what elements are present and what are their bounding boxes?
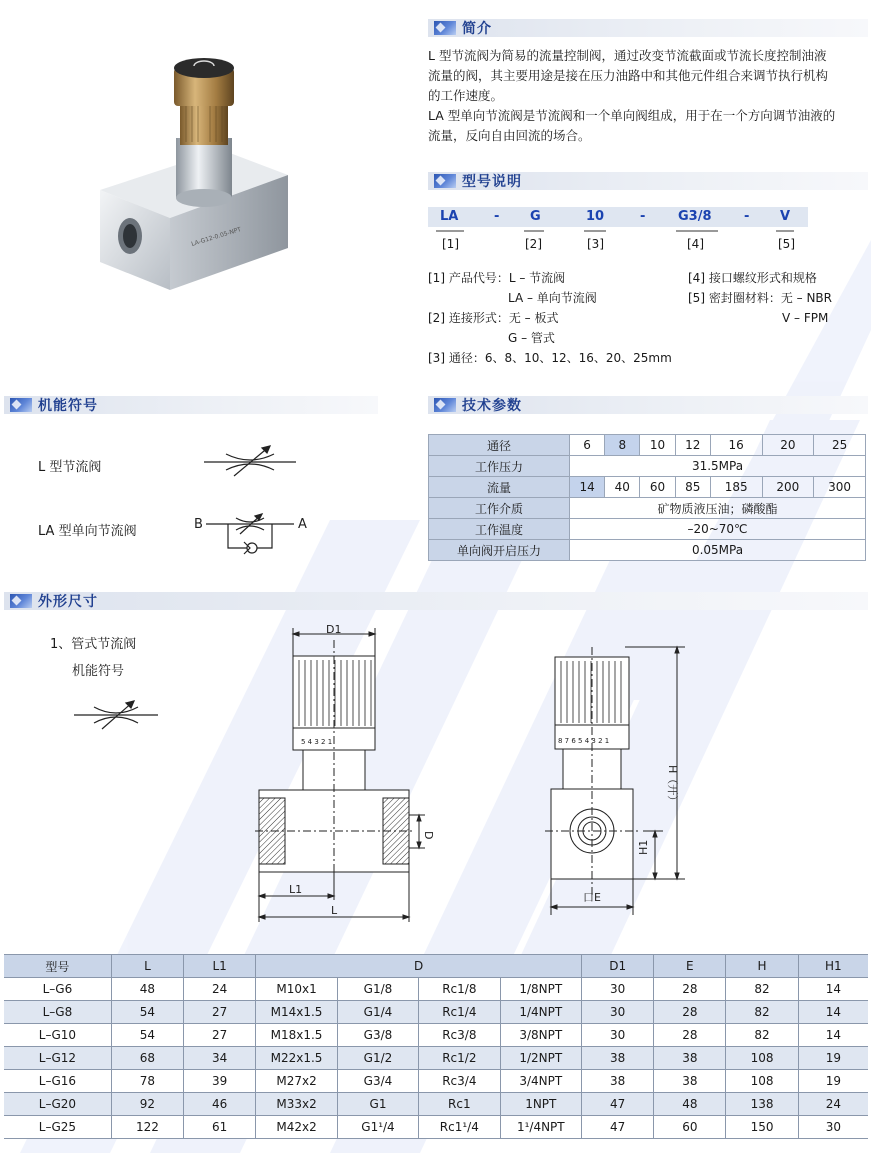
- intro-line: 的工作速度。: [428, 88, 504, 103]
- dim-header: D1: [582, 955, 654, 978]
- model-code: -: [744, 209, 750, 224]
- dim-cell: 1/2NPT: [500, 1047, 582, 1070]
- dim-cell: 24: [184, 978, 256, 1001]
- dim-cell: 3/8NPT: [500, 1024, 582, 1047]
- dimensions-title: 外形尺寸: [38, 594, 98, 610]
- dim-cell: 82: [726, 1024, 798, 1047]
- tech-row: [429, 540, 866, 561]
- model-code-bar: [428, 207, 808, 227]
- dim-row: [4, 978, 868, 1001]
- dim-cell: 47: [582, 1116, 654, 1139]
- dim-cell: M27x2: [256, 1070, 338, 1093]
- tech-header: [428, 396, 868, 414]
- model-ref: [1]: [442, 237, 459, 251]
- note-line: [4] 接口螺纹形式和规格: [688, 271, 817, 285]
- scale-left-label: 5 4 3 2 1: [301, 738, 333, 746]
- throttle-symbol-small-icon: [74, 695, 158, 735]
- dim-cell: 1NPT: [500, 1093, 582, 1116]
- intro-line: L 型节流阀为简易的流量控制阀，通过改变节流截面或节流长度控制油液: [428, 48, 827, 63]
- dim-cell: 1¹/4NPT: [500, 1116, 582, 1139]
- dim-cell: 14: [798, 1024, 868, 1047]
- l1-label: L1: [289, 883, 303, 896]
- dim-header: E: [654, 955, 726, 978]
- dim-cell: 27: [184, 1001, 256, 1024]
- dim-cell: 54: [111, 1001, 183, 1024]
- tech-row: [429, 519, 866, 540]
- dim-row: [4, 1001, 868, 1024]
- model-code: 10: [586, 209, 605, 224]
- symbols-header: [4, 396, 378, 414]
- tech-label: 工作温度: [429, 519, 570, 540]
- dim-header: H1: [798, 955, 868, 978]
- dimensions-header: [4, 592, 868, 610]
- note-line: V – FPM: [782, 311, 829, 325]
- check-throttle-symbol-icon: [192, 510, 312, 560]
- la-valve-label: LA 型单向节流阀: [38, 524, 137, 539]
- symbols-title: 机能符号: [38, 398, 98, 414]
- dim-row: [4, 1047, 868, 1070]
- model-code: LA: [440, 209, 459, 224]
- note-line: G – 管式: [508, 331, 555, 345]
- tech-cell: 0.05MPa: [570, 540, 866, 561]
- dim-cell: 82: [726, 1001, 798, 1024]
- h-label: H（开）: [666, 765, 679, 807]
- side-view-drawing: [545, 645, 695, 920]
- intro-text: [428, 46, 868, 146]
- tech-cell: 85: [675, 477, 710, 498]
- product-label: LA-G12-0.05-NPT: [190, 226, 242, 248]
- dim-cell: 38: [654, 1070, 726, 1093]
- front-view-drawing: [255, 620, 445, 930]
- tech-row: [429, 456, 866, 477]
- intro-header: [428, 19, 868, 37]
- scale-right-label: 8 7 6 5 4 3 2 1: [558, 737, 610, 745]
- dim-cell: 1/8NPT: [500, 978, 582, 1001]
- dim-cell: 38: [582, 1070, 654, 1093]
- dim-header-row: [4, 955, 868, 978]
- dim-cell: 30: [798, 1116, 868, 1139]
- tech-cell: 20: [762, 435, 814, 456]
- dim-cell: L–G16: [4, 1070, 111, 1093]
- model-title: 型号说明: [462, 174, 522, 190]
- dim-cell: 19: [798, 1047, 868, 1070]
- tech-cell: 40: [605, 477, 640, 498]
- model-ref: [5]: [778, 237, 795, 251]
- dim-cell: 122: [111, 1116, 183, 1139]
- dim-cell: M22x1.5: [256, 1047, 338, 1070]
- symbol-label: 机能符号: [72, 664, 125, 679]
- dim-cell: Rc1/2: [419, 1047, 500, 1070]
- dim-cell: 19: [798, 1070, 868, 1093]
- dim-cell: L–G25: [4, 1116, 111, 1139]
- tech-cell: 14: [570, 477, 605, 498]
- dim-cell: 108: [726, 1047, 798, 1070]
- dim-cell: 82: [726, 978, 798, 1001]
- note-line: [2] 连接形式：无 – 板式: [428, 311, 559, 325]
- dim-cell: 30: [582, 978, 654, 1001]
- dim-cell: 28: [654, 1001, 726, 1024]
- dim-cell: 1/4NPT: [500, 1001, 582, 1024]
- dim-cell: Rc3/8: [419, 1024, 500, 1047]
- tech-row: [429, 477, 866, 498]
- dim-row: [4, 1070, 868, 1093]
- e-label: 口E: [583, 891, 601, 904]
- tech-row: [429, 435, 866, 456]
- dim-cell: 39: [184, 1070, 256, 1093]
- tech-row: [429, 498, 866, 519]
- tech-cell: 12: [675, 435, 710, 456]
- dim-cell: 68: [111, 1047, 183, 1070]
- tech-cell: 10: [640, 435, 675, 456]
- dim-cell: L–G8: [4, 1001, 111, 1024]
- dim-cell: 48: [654, 1093, 726, 1116]
- section-icon: [434, 174, 456, 188]
- dim-cell: 30: [582, 1001, 654, 1024]
- model-code: V: [780, 209, 791, 224]
- dim-cell: 28: [654, 978, 726, 1001]
- dim-cell: 150: [726, 1116, 798, 1139]
- dim-cell: Rc3/4: [419, 1070, 500, 1093]
- dim-cell: 61: [184, 1116, 256, 1139]
- dim-cell: M42x2: [256, 1116, 338, 1139]
- dim-cell: 38: [582, 1047, 654, 1070]
- dim-header: 型号: [4, 955, 111, 978]
- dim-cell: 108: [726, 1070, 798, 1093]
- tech-cell: 8: [605, 435, 640, 456]
- dim-cell: 24: [798, 1093, 868, 1116]
- dim-cell: 92: [111, 1093, 183, 1116]
- tech-cell: 矿物质液压油；磷酸酯: [570, 498, 866, 519]
- dim-cell: G1/8: [337, 978, 418, 1001]
- tech-cell: 31.5MPa: [570, 456, 866, 477]
- dim-cell: M14x1.5: [256, 1001, 338, 1024]
- model-code: -: [494, 209, 500, 224]
- dim-header: D: [256, 955, 582, 978]
- dim-row: [4, 1116, 868, 1139]
- tech-cell: 60: [640, 477, 675, 498]
- note-line: [3] 通径：6、8、10、12、16、20、25mm: [428, 351, 672, 365]
- note-line: [5] 密封圈材料：无 – NBR: [688, 291, 832, 305]
- model-ref: [2]: [525, 237, 542, 251]
- tech-label: 流量: [429, 477, 570, 498]
- port-a-label: A: [298, 517, 307, 532]
- tech-cell: –20~70℃: [570, 519, 866, 540]
- intro-title: 简介: [462, 21, 492, 37]
- valve-product-photo: [92, 50, 292, 300]
- dim-cell: 27: [184, 1024, 256, 1047]
- dim-cell: 38: [654, 1047, 726, 1070]
- tech-cell: 6: [570, 435, 605, 456]
- l-label: L: [331, 904, 338, 917]
- dim-cell: L–G12: [4, 1047, 111, 1070]
- d1-label: D1: [326, 623, 342, 636]
- section-icon: [434, 21, 456, 35]
- port-b-label: B: [194, 517, 203, 532]
- tech-cell: 185: [710, 477, 762, 498]
- dim-cell: 48: [111, 978, 183, 1001]
- section-icon: [10, 398, 32, 412]
- tech-table: [428, 434, 866, 561]
- dim-cell: 46: [184, 1093, 256, 1116]
- model-code: G3/8: [678, 209, 712, 224]
- tech-label: 工作压力: [429, 456, 570, 477]
- dim-cell: Rc1: [419, 1093, 500, 1116]
- dimension-table: [4, 954, 868, 1139]
- dim-cell: 30: [582, 1024, 654, 1047]
- section-icon: [434, 398, 456, 412]
- dim-cell: 138: [726, 1093, 798, 1116]
- dim-cell: L–G6: [4, 978, 111, 1001]
- dim-cell: 54: [111, 1024, 183, 1047]
- dim-cell: L–G10: [4, 1024, 111, 1047]
- dim-cell: 28: [654, 1024, 726, 1047]
- note-line: [1] 产品代号：L – 节流阀: [428, 271, 566, 285]
- dim-cell: M33x2: [256, 1093, 338, 1116]
- dim-cell: Rc1/8: [419, 978, 500, 1001]
- dim-cell: 3/4NPT: [500, 1070, 582, 1093]
- dim-cell: L–G20: [4, 1093, 111, 1116]
- dim-cell: G1: [337, 1093, 418, 1116]
- dim-cell: 60: [654, 1116, 726, 1139]
- model-code: G: [530, 209, 541, 224]
- intro-line: LA 型单向节流阀是节流阀和一个单向阀组成，用于在一个方向调节油液的: [428, 108, 836, 123]
- d-label: D: [422, 831, 435, 840]
- dim-row: [4, 1024, 868, 1047]
- dim-cell: G3/8: [337, 1024, 418, 1047]
- model-underlines: [428, 228, 808, 234]
- dim-cell: 34: [184, 1047, 256, 1070]
- model-header: [428, 172, 868, 190]
- dim-row: [4, 1093, 868, 1116]
- dim-cell: Rc1¹/4: [419, 1116, 500, 1139]
- tech-label: 工作介质: [429, 498, 570, 519]
- model-notes-left: [428, 268, 672, 368]
- dim-header: L1: [184, 955, 256, 978]
- h1-label: H1: [637, 839, 650, 855]
- tech-cell: 25: [814, 435, 866, 456]
- model-ref: [3]: [587, 237, 604, 251]
- dim-cell: 78: [111, 1070, 183, 1093]
- model-code: -: [640, 209, 646, 224]
- note-line: LA – 单向节流阀: [508, 291, 597, 305]
- throttle-symbol-icon: [204, 440, 296, 484]
- section-icon: [10, 594, 32, 608]
- dim-cell: G1¹/4: [337, 1116, 418, 1139]
- dim-cell: G1/4: [337, 1001, 418, 1024]
- model-notes-right: [688, 268, 832, 328]
- l-valve-label: L 型节流阀: [38, 460, 102, 475]
- dim-cell: Rc1/4: [419, 1001, 500, 1024]
- dim-cell: 47: [582, 1093, 654, 1116]
- tech-cell: 300: [814, 477, 866, 498]
- dim-cell: G1/2: [337, 1047, 418, 1070]
- dim-cell: G3/4: [337, 1070, 418, 1093]
- intro-line: 流量，反向自由回流的场合。: [428, 128, 591, 143]
- tech-title: 技术参数: [462, 398, 522, 414]
- dim-cell: M10x1: [256, 978, 338, 1001]
- dim-cell: 14: [798, 978, 868, 1001]
- tech-label: 单向阀开启压力: [429, 540, 570, 561]
- tech-cell: 16: [710, 435, 762, 456]
- dim-header: L: [111, 955, 183, 978]
- tech-cell: 200: [762, 477, 814, 498]
- dim-cell: M18x1.5: [256, 1024, 338, 1047]
- dim-header: H: [726, 955, 798, 978]
- intro-line: 流量的阀，其主要用途是接在压力油路中和其他元件组合来调节执行机构: [428, 68, 829, 83]
- dim-cell: 14: [798, 1001, 868, 1024]
- model-ref: [4]: [687, 237, 704, 251]
- pipe-valve-label: 1、管式节流阀: [50, 637, 137, 652]
- tech-label: 通径: [429, 435, 570, 456]
